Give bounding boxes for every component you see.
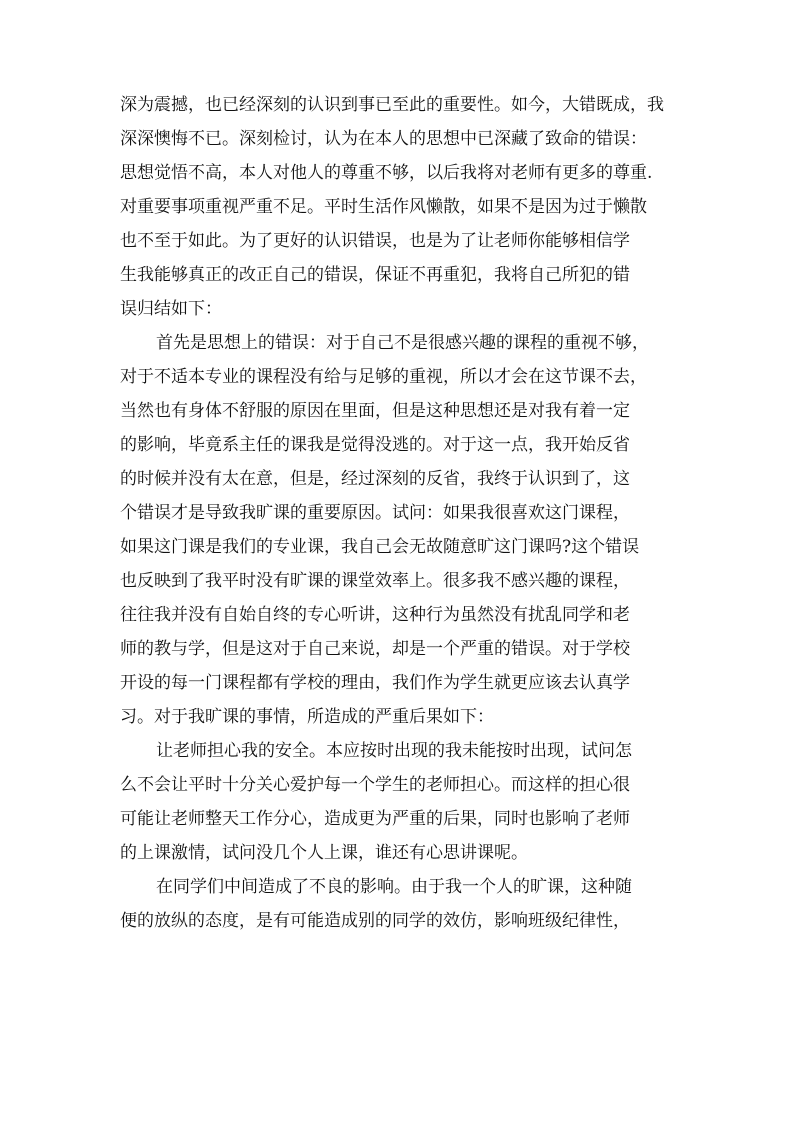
document-body: [120, 88, 680, 938]
text-line: 的上课激情，试问没几个人上课，谁还有心思讲课呢。: [120, 843, 528, 863]
text-line: 么不会让平时十分关心爱护每一个学生的老师担心。而这样的担心很: [120, 775, 630, 795]
text-line: 生我能够真正的改正自己的错误，保证不再重犯，我将自己所犯的错: [120, 265, 630, 285]
text-line: 对重要事项重视严重不足。平时生活作风懒散，如果不是因为过于懒散: [120, 197, 647, 217]
text-line: 的时候并没有太在意，但是，经过深刻的反省，我终于认识到了，这: [120, 469, 630, 489]
text-line: 让老师担心我的安全。本应按时出现的我未能按时出现，试问怎: [156, 741, 632, 761]
text-line: 的影响，毕竟系主任的课我是觉得没逃的。对于这一点，我开始反省: [120, 435, 630, 455]
text-line: 师的教与学，但是这对于自己来说，却是一个严重的错误。对于学校: [120, 639, 630, 659]
text-line: 当然也有身体不舒服的原因在里面，但是这种思想还是对我有着一定: [120, 401, 630, 421]
text-line: 也反映到了我平时没有旷课的课堂效率上。很多我不感兴趣的课程，: [120, 571, 630, 591]
text-line: 深深懊悔不已。深刻检讨，认为在本人的思想中已深藏了致命的错误：: [120, 129, 647, 149]
text-line: 思想觉悟不高，本人对他人的尊重不够，以后我将对老师有更多的尊重.: [120, 163, 653, 183]
text-line: 如果这门课是我们的专业课，我自己会无故随意旷这门课吗?这个错误: [120, 537, 640, 557]
text-line: 也不至于如此。为了更好的认识错误，也是为了让老师你能够相信学: [120, 231, 630, 251]
text-line: 误归结如下：: [120, 299, 222, 319]
text-line: 开设的每一门课程都有学校的理由，我们作为学生就更应该去认真学: [120, 673, 630, 693]
text-line: 习。对于我旷课的事情，所造成的严重后果如下：: [120, 707, 494, 727]
text-line: 在同学们中间造成了不良的影响。由于我一个人的旷课，这种随: [156, 877, 632, 897]
text-line: 往往我并没有自始自终的专心听讲，这种行为虽然没有扰乱同学和老: [120, 605, 630, 625]
text-line: 个错误才是导致我旷课的重要原因。试问：如果我很喜欢这门课程，: [120, 503, 630, 523]
text-line: 首先是思想上的错误：对于自己不是很感兴趣的课程的重视不够，: [156, 333, 649, 353]
text-line: 可能让老师整天工作分心，造成更为严重的后果，同时也影响了老师: [120, 809, 630, 829]
text-line: 对于不适本专业的课程没有给与足够的重视，所以才会在这节课不去，: [120, 367, 647, 387]
text-line: 便的放纵的态度，是有可能造成别的同学的效仿，影响班级纪律性，: [120, 911, 630, 931]
text-line: 深为震撼，也已经深刻的认识到事已至此的重要性。如今，大错既成，我: [120, 95, 664, 115]
